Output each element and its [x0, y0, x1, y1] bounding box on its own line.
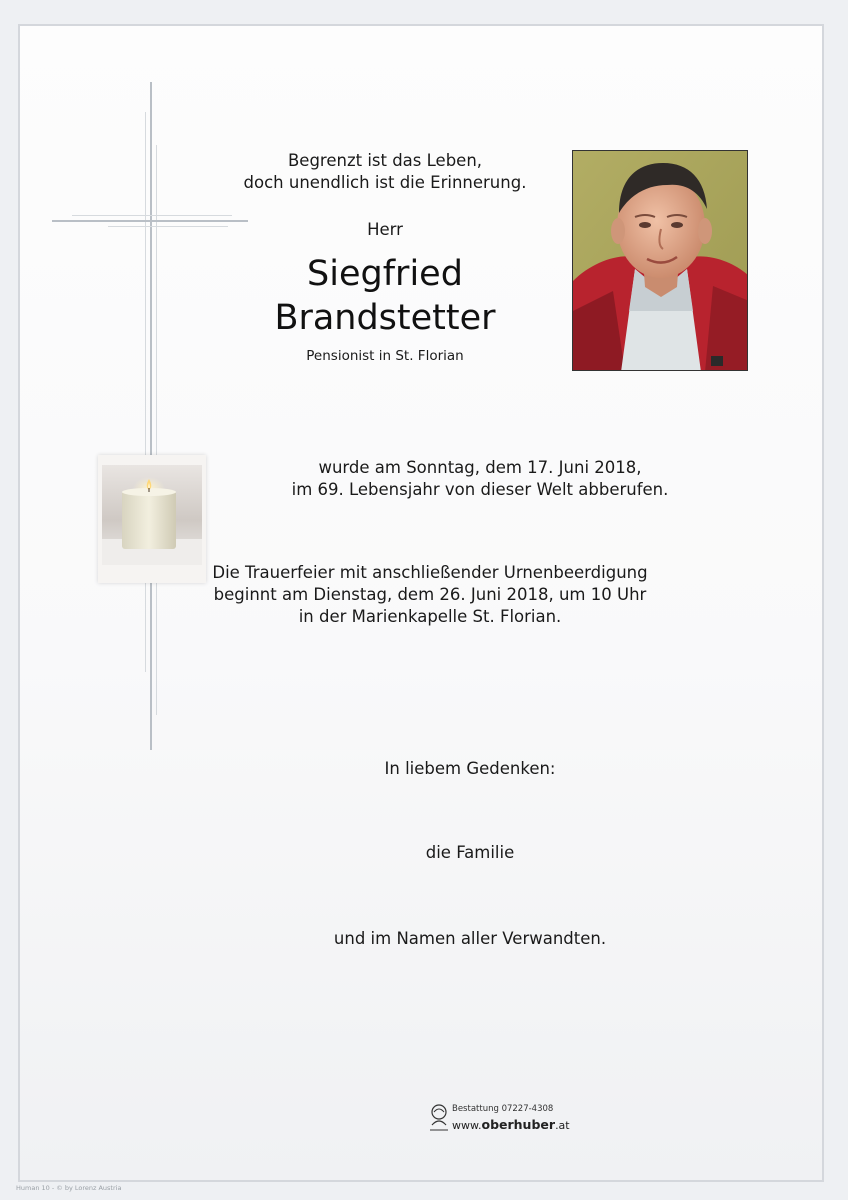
funeral-line-3: in der Marienkapelle St. Florian.	[298, 607, 562, 626]
salutation: Herr	[367, 220, 403, 239]
candle-icon	[98, 455, 206, 583]
death-line-2: im 69. Lebensjahr von dieser Welt abberufen.	[291, 480, 669, 499]
logo-company-phone	[452, 1104, 553, 1114]
funeral-home-logo	[428, 1103, 568, 1137]
verse-line-2: doch unendlich ist die Erinnerung.	[243, 173, 527, 192]
relatives-line: und im Namen aller Verwandten.	[333, 929, 607, 948]
web-suffix: .at	[555, 1119, 570, 1132]
template-note: Human 10 - © by Lorenz Austria	[16, 1184, 122, 1192]
portrait-photo	[572, 150, 748, 371]
verse-line-1: Begrenzt ist das Leben,	[287, 151, 483, 170]
candle-image	[98, 455, 206, 583]
family-line: die Familie	[425, 843, 515, 862]
funeral-details	[210, 562, 650, 628]
death-line-1: wurde am Sonntag, dem 17. Juni 2018,	[318, 458, 642, 477]
memorial-verse	[175, 150, 595, 194]
deceased-name	[175, 252, 595, 340]
web-prefix: www.	[452, 1119, 482, 1132]
memory-line: In liebem Gedenken:	[384, 759, 556, 778]
company-website[interactable]	[452, 1117, 570, 1132]
funeral-line-1: Die Trauerfeier mit anschließender Urnenbeerdigung	[212, 563, 648, 582]
company-name: Bestattung	[452, 1104, 499, 1114]
funeral-line-2: beginnt am Dienstag, dem 26. Juni 2018, um 10 Uhr	[213, 585, 647, 604]
company-phone: 07227-4308	[501, 1104, 554, 1114]
web-brand: oberhuber	[481, 1117, 556, 1132]
last-name: Brandstetter	[274, 298, 496, 338]
first-name: Siegfried	[307, 254, 463, 294]
death-announcement	[260, 457, 700, 501]
funeral-home-logo-icon	[428, 1103, 450, 1133]
profession: Pensionist in St. Florian	[306, 348, 464, 364]
